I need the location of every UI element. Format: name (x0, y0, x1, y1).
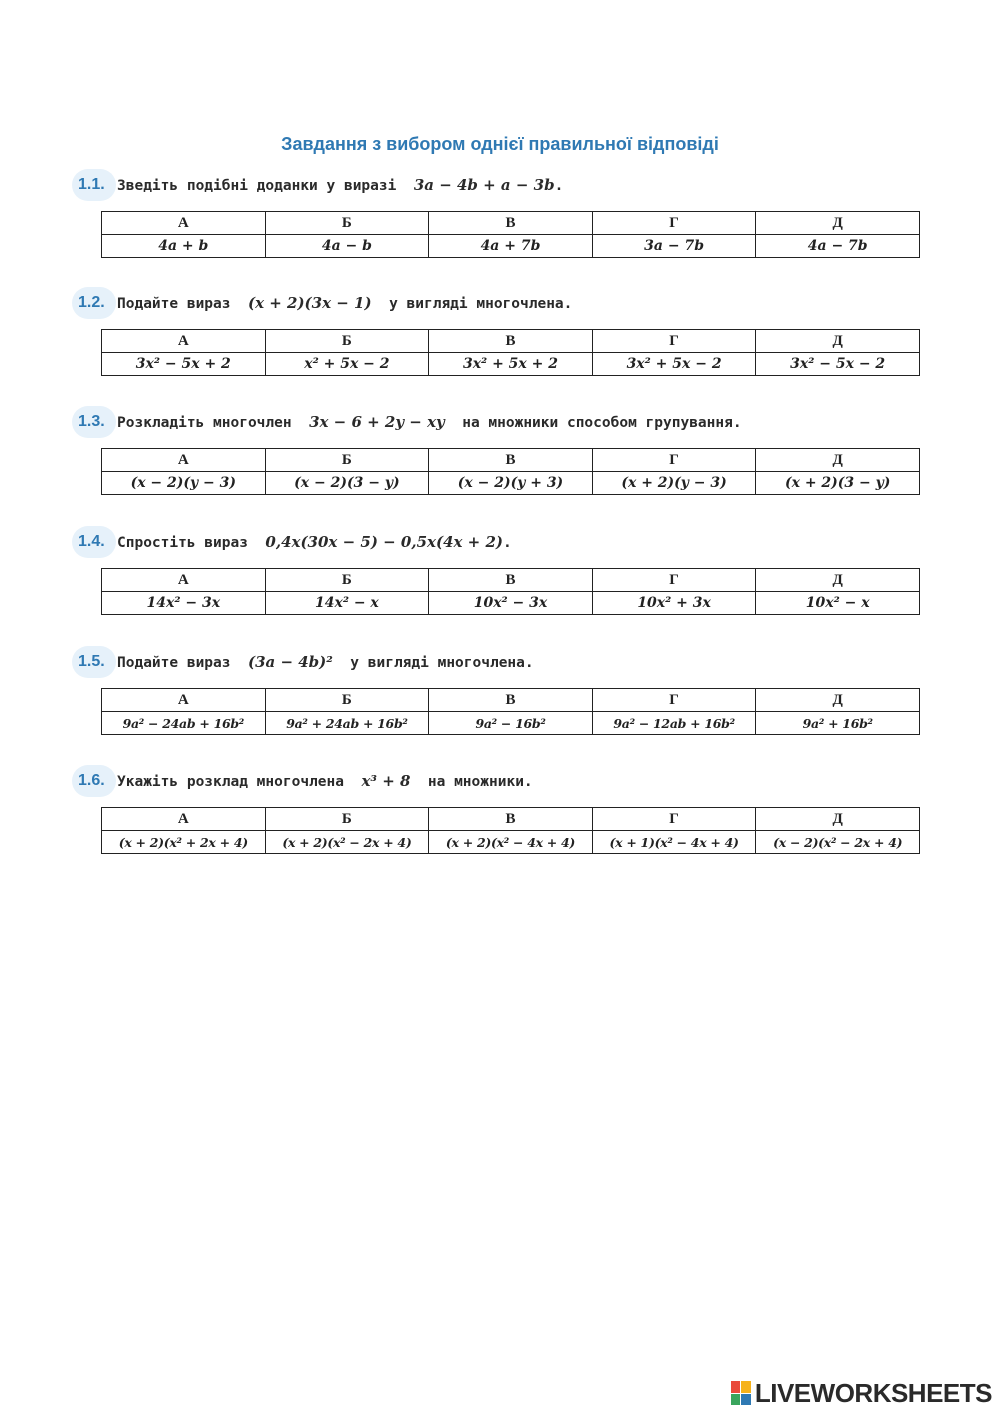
task-number: 1.6. (78, 772, 105, 789)
answer-table (101, 211, 920, 258)
option-h[interactable]: 9a² − 12ab + 16b² (592, 712, 756, 735)
option-label-b: Б (265, 212, 429, 235)
option-label-b: Б (265, 569, 429, 592)
task-1-6 (72, 768, 922, 850)
option-label-v: В (429, 330, 593, 353)
option-v[interactable]: 10x² − 3x (429, 592, 593, 615)
logo-square-blue (741, 1394, 751, 1406)
option-label-v: В (429, 689, 593, 712)
task-prompt: Укажіть розклад многочлена (117, 774, 344, 790)
option-v[interactable]: (x − 2)(y + 3) (429, 472, 593, 495)
option-h[interactable]: 3x² + 5x − 2 (592, 353, 756, 376)
task-expression: (3a − 4b)² (247, 653, 333, 671)
option-label-v: В (429, 808, 593, 831)
task-1-2 (72, 290, 922, 372)
task-prompt: Подайте вираз (117, 655, 231, 671)
option-v[interactable]: (x + 2)(x² − 4x + 4) (429, 831, 593, 854)
option-h[interactable]: 3a − 7b (592, 235, 756, 258)
task-number: 1.5. (78, 653, 105, 670)
task-expression: 3x − 6 + 2y − xy (309, 413, 445, 431)
option-d[interactable]: 4a − 7b (756, 235, 920, 258)
task-suffix: . (503, 535, 512, 551)
task-prompt: Спростіть вираз (117, 535, 248, 551)
option-label-h: Г (592, 689, 756, 712)
option-d[interactable]: (x − 2)(x² − 2x + 4) (756, 831, 920, 854)
option-label-a: А (102, 449, 266, 472)
option-label-a: А (102, 212, 266, 235)
task-text (117, 533, 512, 551)
option-d[interactable]: (x + 2)(3 − y) (756, 472, 920, 495)
option-label-b: Б (265, 330, 429, 353)
option-b[interactable]: 14x² − x (265, 592, 429, 615)
page-title: Завдання з вибором однієї правильної відповіді (281, 134, 719, 154)
task-question (72, 172, 922, 200)
task-suffix: у вигляді многочлена. (350, 655, 534, 671)
option-label-h: Г (592, 569, 756, 592)
answer-table (101, 448, 920, 495)
logo-square-red (731, 1381, 741, 1393)
option-d[interactable]: 10x² − x (756, 592, 920, 615)
task-number: 1.4. (78, 533, 105, 550)
task-number: 1.1. (78, 176, 105, 193)
logo-square-green (731, 1394, 741, 1406)
option-v[interactable]: 3x² + 5x + 2 (429, 353, 593, 376)
task-prompt: Зведіть подібні доданки у виразі (117, 178, 397, 194)
task-1-5 (72, 649, 922, 731)
task-question (72, 409, 922, 437)
task-number: 1.3. (78, 413, 105, 430)
option-a[interactable]: 4a + b (102, 235, 266, 258)
option-label-v: В (429, 449, 593, 472)
option-label-a: А (102, 330, 266, 353)
task-expression: x³ + 8 (361, 772, 411, 790)
task-question (72, 529, 922, 557)
task-question (72, 290, 922, 318)
liveworksheets-logo (731, 1378, 992, 1408)
task-expression: (x + 2)(3x − 1) (247, 294, 372, 312)
task-suffix: у вигляді многочлена. (389, 296, 573, 312)
answer-table (101, 568, 920, 615)
answer-table (101, 329, 920, 376)
task-number: 1.2. (78, 294, 105, 311)
task-question (72, 768, 922, 796)
option-h[interactable]: (x + 2)(y − 3) (592, 472, 756, 495)
option-label-v: В (429, 212, 593, 235)
option-label-h: Г (592, 212, 756, 235)
task-1-1 (72, 172, 922, 254)
option-label-d: Д (756, 449, 920, 472)
option-a[interactable]: 9a² − 24ab + 16b² (102, 712, 266, 735)
option-label-b: Б (265, 689, 429, 712)
task-suffix: на множники. (427, 774, 533, 790)
option-a[interactable]: (x − 2)(y − 3) (102, 472, 266, 495)
option-label-h: Г (592, 330, 756, 353)
task-suffix: на множники способом групування. (462, 415, 742, 431)
option-b[interactable]: (x − 2)(3 − y) (265, 472, 429, 495)
option-v[interactable]: 4a + 7b (429, 235, 593, 258)
task-text (117, 294, 572, 312)
option-a[interactable]: (x + 2)(x² + 2x + 4) (102, 831, 266, 854)
task-prompt: Подайте вираз (117, 296, 231, 312)
option-label-a: А (102, 569, 266, 592)
task-suffix: . (554, 178, 564, 194)
task-text (117, 772, 533, 790)
option-label-d: Д (756, 212, 920, 235)
option-label-h: Г (592, 449, 756, 472)
liveworksheets-logo-text: LIVEWORKSHEETS (754, 1377, 992, 1408)
option-a[interactable]: 14x² − 3x (102, 592, 266, 615)
answer-table (101, 688, 920, 735)
option-h[interactable]: 10x² + 3x (592, 592, 756, 615)
option-b[interactable]: x² + 5x − 2 (265, 353, 429, 376)
liveworksheets-logo-icon (731, 1381, 751, 1405)
option-label-b: Б (265, 449, 429, 472)
option-label-a: А (102, 689, 266, 712)
option-d[interactable]: 9a² + 16b² (756, 712, 920, 735)
option-label-b: Б (265, 808, 429, 831)
task-text (117, 176, 563, 194)
task-prompt: Розкладіть многочлен (117, 415, 292, 431)
option-h[interactable]: (x + 1)(x² − 4x + 4) (592, 831, 756, 854)
logo-square-yellow (741, 1381, 751, 1393)
answer-table (101, 807, 920, 854)
option-label-v: В (429, 569, 593, 592)
option-d[interactable]: 3x² − 5x − 2 (756, 353, 920, 376)
option-b[interactable]: 9a² + 24ab + 16b² (265, 712, 429, 735)
option-label-d: Д (756, 689, 920, 712)
task-1-4 (72, 529, 922, 611)
option-label-d: Д (756, 808, 920, 831)
task-expression: 0,4x(30x − 5) − 0,5x(4x + 2) (265, 533, 503, 551)
option-label-d: Д (756, 569, 920, 592)
task-text (117, 653, 534, 671)
option-label-a: А (102, 808, 266, 831)
option-label-h: Г (592, 808, 756, 831)
option-a[interactable]: 3x² − 5x + 2 (102, 353, 266, 376)
task-text (117, 413, 742, 431)
task-question (72, 649, 922, 677)
option-v[interactable]: 9a² − 16b² (429, 712, 593, 735)
task-expression: 3a − 4b + a − 3b (413, 176, 555, 194)
option-b[interactable]: 4a − b (265, 235, 429, 258)
option-label-d: Д (756, 330, 920, 353)
option-b[interactable]: (x + 2)(x² − 2x + 4) (265, 831, 429, 854)
task-1-3 (72, 409, 922, 491)
